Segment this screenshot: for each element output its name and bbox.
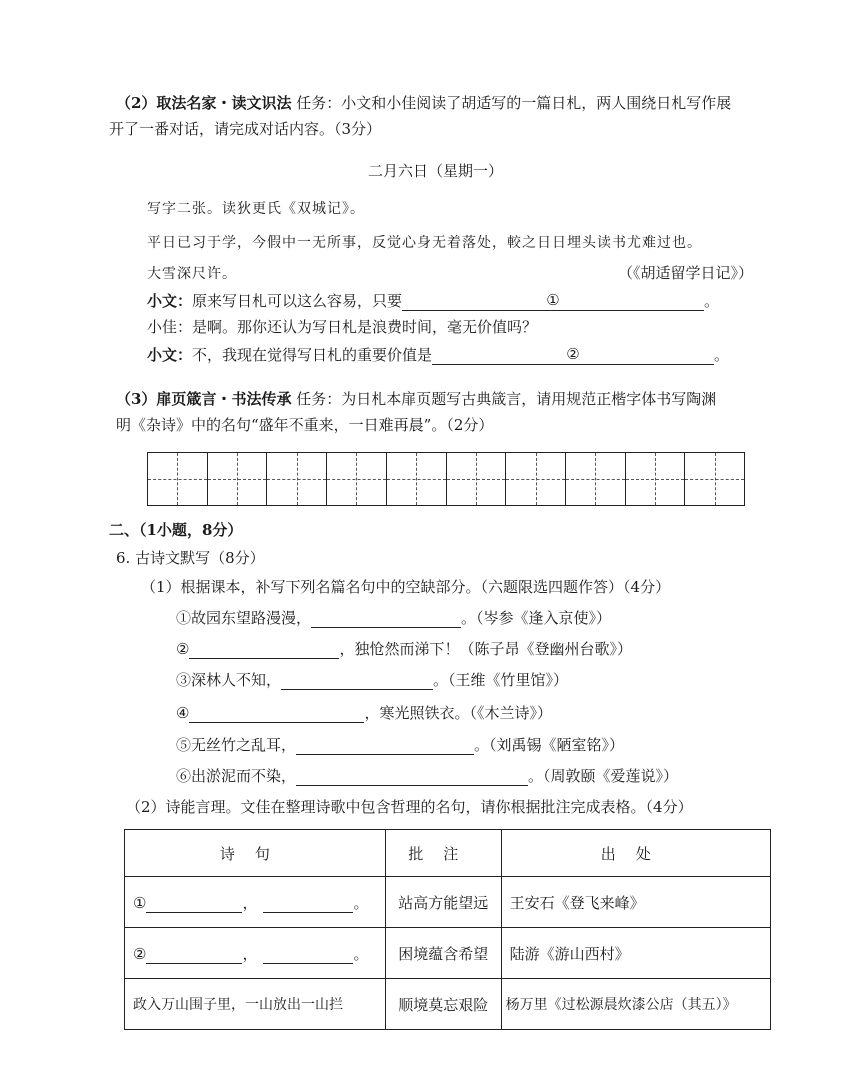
item-prefix: ⑥出淤泥而不染，: [176, 767, 297, 785]
table-row: [125, 979, 771, 1030]
q3-line1: [116, 388, 716, 409]
diary-paragraph-3: 大雪深尺许。: [147, 266, 237, 282]
calligraphy-grid[interactable]: [147, 452, 745, 506]
answer-blank[interactable]: [263, 895, 353, 913]
item-suffix: 。（周敦颐《爱莲说》）: [528, 767, 679, 785]
item-suffix: 。（岑参《逢入京使》）: [461, 609, 612, 627]
item-suffix: ，寒光照铁衣。（《木兰诗》）: [364, 704, 552, 722]
table-header-row: [125, 830, 771, 877]
item-prefix: ①故园东望路漫漫，: [176, 609, 312, 627]
answer-blank[interactable]: [189, 705, 364, 723]
comma: ，: [242, 893, 258, 912]
answer-blank[interactable]: [189, 641, 339, 659]
answer-blank-1[interactable]: [402, 293, 704, 311]
grid-cell[interactable]: [208, 453, 268, 505]
header-note: 批注: [385, 830, 501, 877]
source-cell: 陆游《游山西村》: [501, 928, 770, 979]
recite-item-4: [176, 702, 552, 723]
q2-label: （2）取法名家・读文识法: [116, 94, 292, 112]
header-verse: 诗句: [125, 830, 386, 877]
dialogue-line-3: [147, 344, 729, 365]
diary-source: （《胡适留学日记》）: [618, 264, 754, 282]
recite-item-3: [176, 669, 568, 690]
diary-paragraph-2: 平日已习于学，今假中一无所事，反觉心身无着落处，較之日日埋头读书尤难过也。: [147, 235, 702, 251]
diary-date: 二月六日（星期一）: [368, 162, 504, 180]
section-heading: 二、（1小题，8分）: [109, 521, 243, 539]
table-row: [125, 928, 771, 979]
dialogue-text: 不，我现在觉得写日札的重要价值是: [192, 346, 433, 364]
grid-cell[interactable]: [626, 453, 686, 505]
item-prefix: ②: [176, 640, 190, 658]
grid-cell[interactable]: [148, 453, 208, 505]
answer-blank[interactable]: [146, 895, 242, 913]
item-suffix: 。（王维《竹里馆》）: [433, 671, 569, 689]
table-row: [125, 877, 771, 928]
q2-task-cont: 开了一番对话，请完成对话内容。（3分）: [109, 120, 382, 138]
answer-blank[interactable]: [146, 946, 242, 964]
note-cell: 站高方能望远: [385, 877, 501, 928]
recite-item-1: [176, 607, 611, 628]
grid-cell[interactable]: [387, 453, 447, 505]
q2-task: 任务：小文和小佳阅读了胡适写的一篇日札，两人围绕日札写作展: [291, 94, 732, 112]
source-cell: 杨万里《过松源晨炊漆公店（其五）》: [501, 979, 770, 1030]
verse-cell: 政入万山围子里，一山放出一山拦: [125, 979, 386, 1030]
comma: ，: [242, 944, 258, 963]
speaker-xiaowen: 小文：: [147, 292, 193, 310]
verse-cell: [125, 877, 386, 928]
item-prefix: ⑤无丝竹之乱耳，: [176, 736, 297, 754]
answer-blank[interactable]: [296, 768, 528, 786]
answer-blank[interactable]: [263, 946, 353, 964]
poetry-table: [124, 829, 771, 1030]
grid-cell[interactable]: [566, 453, 626, 505]
verse-cell: [125, 928, 386, 979]
q2-line1: [116, 92, 731, 113]
q3-task: 任务：为日札本扉页题写古典箴言，请用规范正楷字体书写陶渊: [291, 390, 717, 408]
answer-blank[interactable]: [281, 672, 433, 690]
grid-cell[interactable]: [685, 453, 744, 505]
recite-item-2: [176, 638, 632, 659]
period: 。: [353, 893, 369, 912]
grid-cell[interactable]: [447, 453, 507, 505]
header-source: 出处: [501, 830, 770, 877]
item-prefix: ④: [176, 704, 190, 722]
q6-sub2: （2）诗能言理。文佳在整理诗歌中包含哲理的名句，请你根据批注完成表格。（4分）: [126, 798, 693, 816]
q3-label: （3）扉页箴言・书法传承: [116, 390, 292, 408]
blank-marker: ①: [546, 291, 560, 309]
q6-sub1: （1）根据课本，补写下列名篇名句中的空缺部分。（六题限选四题作答）（4分）: [141, 578, 671, 596]
grid-cell[interactable]: [506, 453, 566, 505]
item-prefix: ③深林人不知，: [176, 671, 282, 689]
speaker-xiaowen: 小文：: [147, 346, 193, 364]
answer-blank[interactable]: [296, 737, 474, 755]
q6-title: 6. 古诗文默写（8分）: [116, 549, 265, 567]
item-suffix: 。（刘禹锡《陋室铭》）: [474, 736, 625, 754]
diary-paragraph-1: 写字二张。读狄更氏《双城记》。: [147, 201, 365, 217]
period: 。: [353, 944, 369, 963]
recite-item-6: [176, 765, 678, 786]
dialogue-line-2: 小佳：是啊。那你还认为写日札是浪费时间，毫无价值吗？: [147, 318, 538, 336]
period: 。: [714, 346, 730, 364]
source-cell: 王安石《登飞来峰》: [501, 877, 770, 928]
grid-cell[interactable]: [267, 453, 327, 505]
note-cell: 困境蕴含希望: [385, 928, 501, 979]
grid-cell[interactable]: [327, 453, 387, 505]
q3-task-cont: 明《杂诗》中的名句“盛年不重来，一日难再晨”。（2分）: [116, 416, 494, 434]
verse-marker: ①: [133, 893, 147, 912]
blank-marker: ②: [566, 345, 580, 363]
answer-blank[interactable]: [311, 610, 461, 628]
item-suffix: ，独怆然而涕下！（陈子昂《登幽州台歌》）: [339, 640, 632, 658]
note-cell: 顺境莫忘艰险: [385, 979, 501, 1030]
period: 。: [704, 292, 720, 310]
verse-marker: ②: [133, 944, 147, 963]
dialogue-text: 原来写日札可以这么容易，只要: [192, 292, 403, 310]
answer-blank-2[interactable]: [432, 347, 714, 365]
recite-item-5: [176, 734, 624, 755]
dialogue-line-1: [147, 290, 719, 311]
